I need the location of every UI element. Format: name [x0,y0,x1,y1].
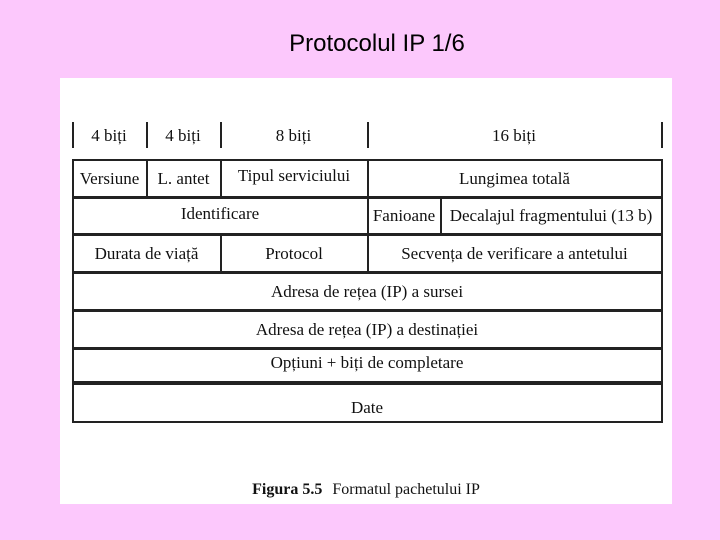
field-fragment-offset: Decalajul fragmentului (13 b) [449,206,653,225]
field-source-address: Adresa de rețea (IP) a sursei [270,281,464,301]
field-header-checksum: Secvența de verificare a antetului [401,243,628,263]
bits-label-service: 8 biți [275,126,312,145]
figure-caption-label: Figura 5.5 [252,481,323,498]
bits-label-header-length: 4 biți [165,126,201,145]
row-border [72,381,662,385]
field-ttl: Durata de viață [94,243,199,263]
slide-title: Protocolul IP 1/6 [289,30,465,57]
field-service-type: Tipul serviciului [237,166,351,185]
field-version: Versiune [79,169,140,188]
field-total-length: Lungimea totală [459,169,570,188]
field-identification: Identificare [180,204,260,223]
field-protocol: Protocol [265,243,323,263]
figure-caption-text: Formatul pachetului IP [332,481,480,498]
bits-label-length: 16 biți [492,126,536,145]
ip-packet-diagram [60,78,672,504]
field-destination-address: Adresa de rețea (IP) a destinației [255,319,479,339]
figure-caption [60,481,672,499]
field-options-padding: Opțiuni + biți de completare [270,353,464,372]
row-border [72,421,662,423]
bits-label-version: 4 biți [91,126,127,145]
field-flags: Fanioane [372,206,436,225]
table-right-border [661,159,663,423]
field-header-length: L. antet [157,169,210,188]
header-tick [661,122,663,148]
field-data: Date [350,397,384,417]
